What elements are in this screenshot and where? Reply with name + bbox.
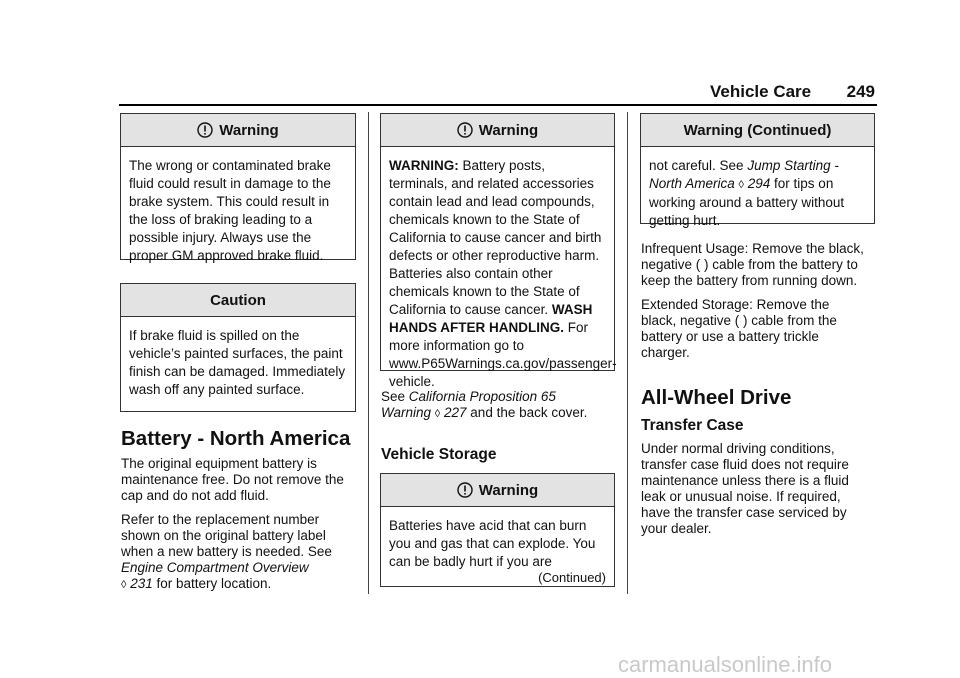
- paragraph: Under normal driving conditions, transfer case fluid does not require maintenance unless there is a fluid leak or unusual noise. If required, have the transfer case serviced by your dealer.: [641, 441, 849, 536]
- warning-body: The wrong or contaminated brake fluid could result in damage to the brake system. This could result in the loss of braking leading to a possible injury. Always use the proper GM approved brake fluid.: [129, 158, 331, 263]
- storage-text: [641, 241, 866, 369]
- warning-icon: [197, 122, 213, 138]
- caution-box: [120, 283, 356, 412]
- caution-header: [121, 284, 355, 317]
- page-ref[interactable]: 227: [444, 405, 467, 420]
- warning-body: Batteries have acid that can burn you and gas that can explode. You can be badly hurt if you are (Continued): [389, 518, 606, 585]
- warning-title: Warning: [478, 121, 539, 139]
- warning-icon: [457, 482, 473, 498]
- page-ref-icon: ◊: [738, 179, 744, 191]
- battery-heading: Battery - North America: [121, 427, 351, 450]
- warning-icon: [457, 122, 473, 138]
- page-number: 249: [846, 82, 875, 101]
- section-title: Vehicle Care: [710, 82, 812, 101]
- page-ref[interactable]: 231: [130, 576, 153, 591]
- continued-warning-box: [640, 113, 875, 228]
- paragraph: Refer to the replacement number shown on the original battery label when a new battery is needed. See Engine Compartment Overview ◊ 231 for battery location.: [121, 512, 332, 591]
- battery-text: [121, 456, 351, 601]
- caution-body: If brake fluid is spilled on the vehicle’s painted surfaces, the paint finish can be damaged. Immediately wash off any painted surface.: [129, 328, 346, 397]
- warning-body: not careful. See Jump Starting - North America ◊ 294 for tips on working around a battery without getting hurt.: [649, 158, 845, 228]
- paragraph: Extended Storage: Remove the black, negative ( ) cable from the battery or use a battery trickle charger.: [641, 297, 837, 360]
- cross-reference-link[interactable]: California Proposition 65 Warning: [381, 389, 556, 420]
- warning-title: Warning: [478, 481, 539, 499]
- watermark: carmanualsonline.info: [618, 652, 833, 677]
- warning-header: [641, 114, 874, 147]
- column-divider-1: [368, 112, 369, 594]
- warning-header: [381, 114, 614, 147]
- brake-fluid-warning-box: [120, 113, 356, 263]
- warning-body: WARNING: Battery posts, terminals, and related accessories contain lead and lead compounds, chemicals known to the State of California to cause cancer and birth defects or other reproductive harm. Batteries also contain other chemicals known to the State of California to cause cancer. WASH HANDS AFTER HANDLING. For more information go to www.P65Warnings.ca.gov/passenger-vehicle.: [389, 158, 617, 389]
- awd-heading: All-Wheel Drive: [641, 386, 792, 409]
- cross-reference-link[interactable]: Jump Starting - North America: [649, 158, 839, 191]
- column-divider-2: [627, 112, 628, 594]
- continued-label: (Continued): [538, 570, 606, 585]
- warning-title: Warning (Continued): [683, 121, 832, 139]
- prop65-warning-box: [380, 113, 617, 389]
- transfer-case-text: [641, 441, 866, 545]
- page-ref[interactable]: 294: [747, 176, 771, 191]
- warning-header: [381, 474, 614, 507]
- transfer-case-heading: Transfer Case: [641, 417, 744, 434]
- warning-header: [121, 114, 355, 147]
- page-ref-icon: ◊: [121, 579, 127, 591]
- vehicle-storage-heading: Vehicle Storage: [381, 446, 497, 463]
- warning-title: Warning: [219, 121, 279, 139]
- see-reference: See California Proposition 65 Warning ◊ 227 and the back cover.: [381, 389, 588, 420]
- acid-warning-box: [380, 473, 615, 587]
- paragraph: The original equipment battery is maintenance free. Do not remove the cap and do not add fluid.: [121, 456, 344, 503]
- caution-title: Caution: [210, 291, 266, 309]
- page-ref-icon: ◊: [434, 408, 441, 420]
- header-rule: [119, 104, 877, 106]
- paragraph: Infrequent Usage: Remove the black, negative ( ) cable from the battery to keep the battery from running down.: [641, 241, 864, 288]
- cross-reference-link[interactable]: Engine Compartment Overview: [121, 560, 309, 575]
